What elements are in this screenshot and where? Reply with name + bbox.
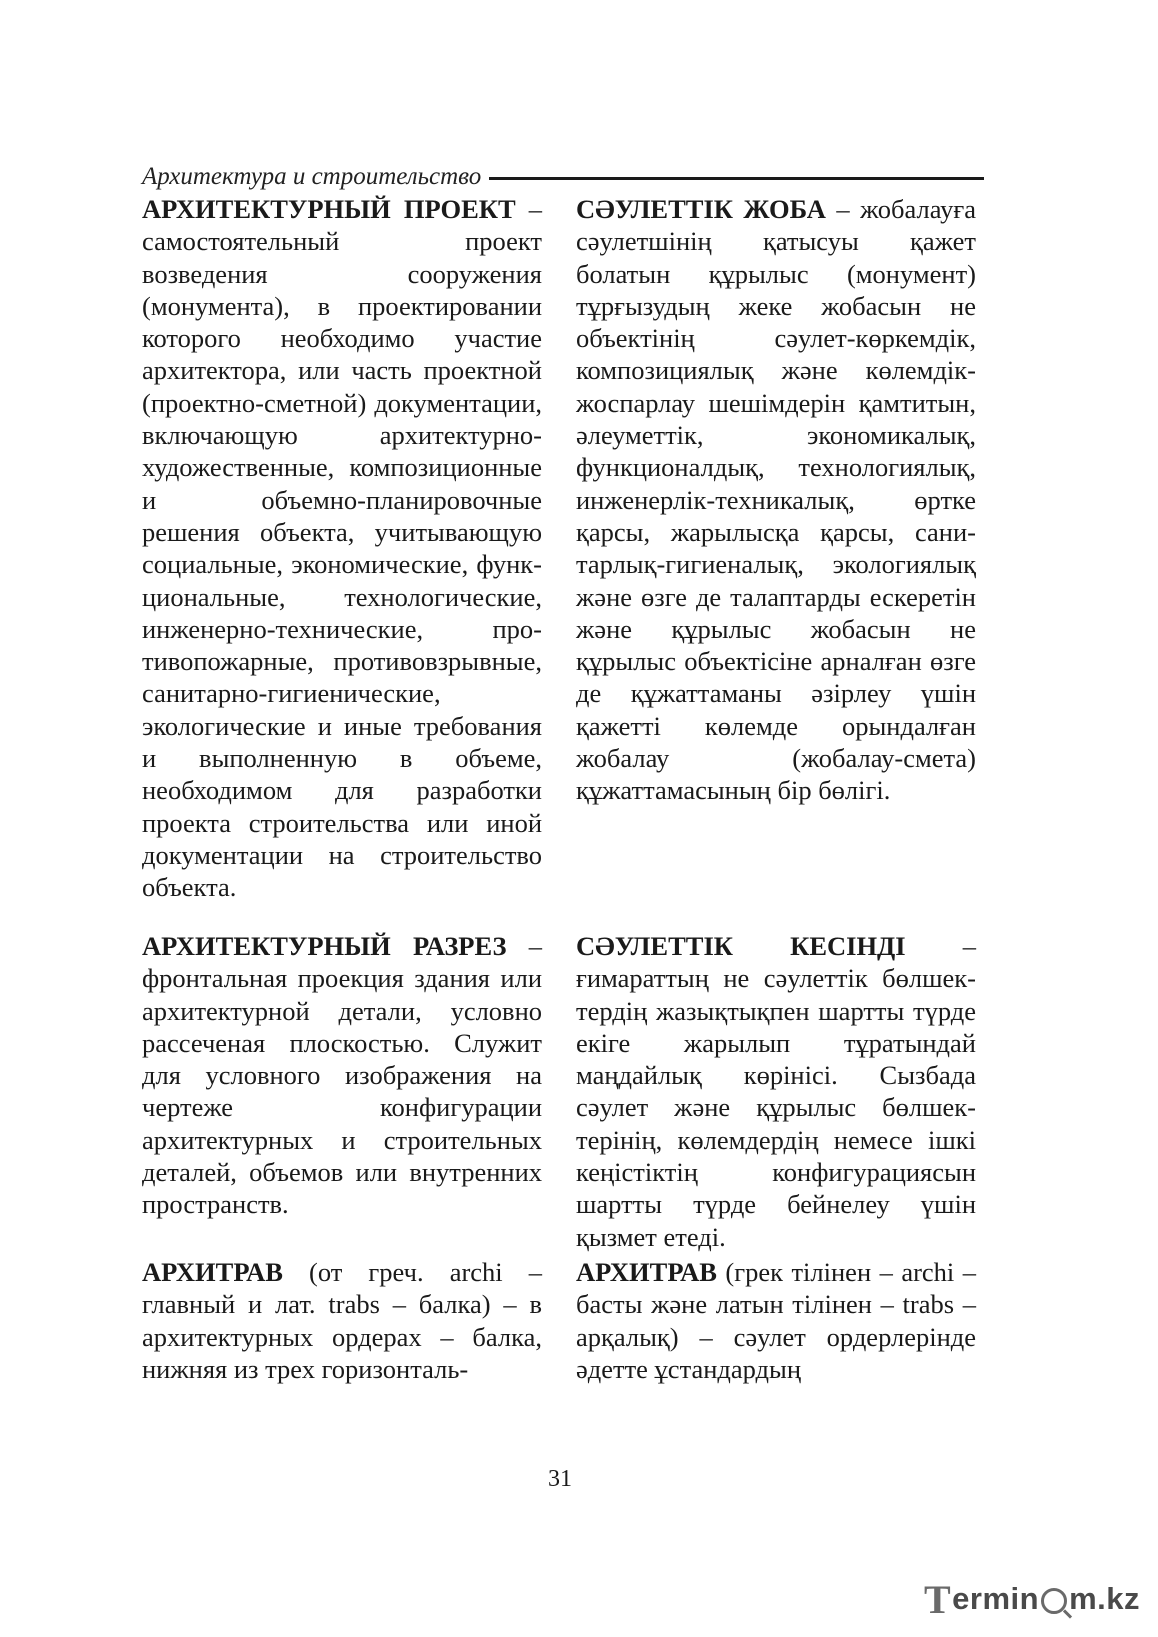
entry-body: – ғимараттың не сәулеттік бөлшектердің жазықтықпен шартты түрде екіге жарылып тұратындай маңдайлық көрінісі. Сызбада сәулет және құрылыс бөлшектерінің, көлемдердің немесе ішкі кеңістіктің конфигурациясын шартты түрде бейнелеу үшін қызмет етеді. (576, 931, 976, 1252)
entry-ru-architrave (142, 1256, 542, 1385)
watermark-logo-letter: T (923, 1576, 952, 1622)
entry-term: АРХИТРАВ (142, 1257, 283, 1287)
entry-body: – жобалауға сәулетшінің қатысуы қажет болатын құрылыс (монумент) тұрғызудың жеке жобасын не объектінің сәулет-көркемдік, композициялық және көлемдік-жоспарлау шешімдерін қамтитын, әлеуметтік, экономикалық, функционалдық, технологиялық, инженерлік-техникалық, өртке қарсы, жарылысқа қарсы, санитарлық-гигиеналық, экологиялық және өзге де талаптарды ескеретін және құрылыс жобасын не құрылыс объектісіне арналған өзге де құжаттаманы әзірлеу үшін қажетті көлемде орындалған жобалау (жобалау-смета) құжаттамасының бір бөлігі. (576, 194, 976, 806)
magnifier-icon (1041, 1588, 1067, 1614)
entry-kk-architrave (576, 1256, 976, 1385)
watermark-text-end: m.kz (1069, 1581, 1140, 1616)
entry-term: АРХИТЕКТУРНЫЙ ПРОЕКТ (142, 194, 516, 224)
entry-term: АРХИТРАВ (576, 1257, 717, 1287)
entry-term: СӘУЛЕТТІК КЕСІНДІ (576, 931, 906, 961)
entry-kk-architectural-section (576, 930, 976, 1253)
entry-ru-architectural-section (142, 930, 542, 1221)
running-title: Архитектура и строительство (142, 163, 482, 190)
entry-body: (от греч. archi – главный и лат. trabs – балка) – в архитектурных ордерах – балка, нижняя из трех горизонталь- (142, 1257, 542, 1384)
entry-ru-architectural-project (142, 193, 542, 904)
entry-term: АРХИТЕКТУРНЫЙ РАЗРЕЗ (142, 931, 507, 961)
page-number: 31 (548, 1466, 572, 1492)
entry-body: – фронтальная проекция здания или архитектурной детали, условно рассеченая плоскостью. Служит для условного изображения на чертеже конфигурации архитектурных и строительных деталей, объемов или внутренних пространств. (142, 931, 542, 1220)
termincom-watermark (923, 1576, 1140, 1622)
entry-term: СӘУЛЕТТІК ЖОБА (576, 194, 826, 224)
header-rule (489, 177, 984, 180)
entry-body: (грек тілінен – archi – басты және латын тілінен – trabs – арқалық) – сәулет ордерлерінде әдетте ұстандардың (576, 1257, 976, 1384)
running-header (142, 160, 984, 194)
entry-kk-architectural-project (576, 193, 976, 807)
watermark-text-start: ermin (952, 1581, 1040, 1616)
entry-body: – самостоятельный проект возведения сооружения (монумента), в проектировании которого необходимо участие архитектора, или часть проектной (проектно-сметной) документации, включающую архитектурно-художественные, композиционные и объемно-планировочные решения объекта, учитывающую социальные, экономические, функциональные, технологические, инженерно-технические, противопожарные, противовзрывные, санитарно-гигиенические, экологические и иные требования и выполненную в объеме, необходимом для разработки проекта строительства или иной документации на строительство объекта. (142, 194, 542, 903)
